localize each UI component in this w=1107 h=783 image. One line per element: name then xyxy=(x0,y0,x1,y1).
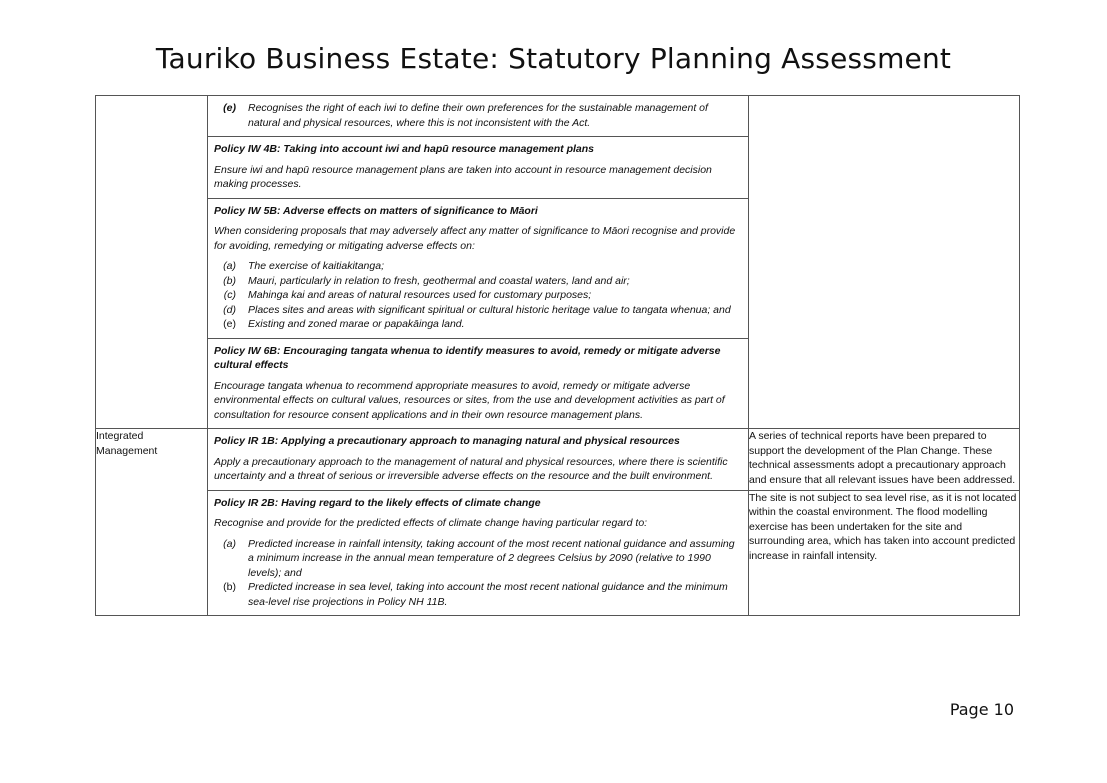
policy-cell xyxy=(208,96,749,137)
policy-heading: Policy IW 4B: Taking into account iwi and hapū resource management plans xyxy=(214,143,595,155)
policy-text: Encourage tangata whenua to recommend appropriate measures to avoid, remedy or mitigate adverse environmental effects on cultural values, resources or sites, from the use and development activities as part of consultation for resource consent applications and in their own resource management plans. xyxy=(214,379,725,421)
topic-cell xyxy=(96,96,208,429)
policy-text: Apply a precautionary approach to the management of natural and physical resources, where there is scientific uncertainty and a threat of serious or irreversible adverse effects on the resource and the built environment. xyxy=(214,455,728,482)
list-item-text: Places sites and areas with significant spiritual or cultural historic heritage value to tangata whenua; and xyxy=(248,303,731,316)
comment-cell xyxy=(749,490,1020,616)
list-marker: (e) xyxy=(223,102,236,114)
policy-heading: Policy IR 1B: Applying a precautionary approach to managing natural and physical resources xyxy=(214,435,680,447)
list-item-text: Predicted increase in rainfall intensity, taking account of the most recent national guidance and assuming a minimum increase in the annual mean temperature of 2 degrees Celsius by 2090 (relative to 1990 levels); and xyxy=(248,537,735,579)
page-title: Tauriko Business Estate: Statutory Planning Assessment xyxy=(155,42,952,75)
list-item xyxy=(214,288,742,303)
policy-text: Recognise and provide for the predicted effects of climate change having particular regard to: xyxy=(214,517,648,529)
list-marker: (e) xyxy=(223,318,236,330)
policy-list xyxy=(214,259,742,332)
policy-list xyxy=(214,537,742,610)
list-item xyxy=(214,259,742,274)
policy-cell xyxy=(208,198,749,338)
list-item xyxy=(214,317,742,332)
list-item-text: Mahinga kai and areas of natural resources used for customary purposes; xyxy=(248,289,592,301)
policy-heading: Policy IW 5B: Adverse effects on matters of significance to Māori xyxy=(214,204,538,217)
list-marker: (c) xyxy=(223,289,236,301)
list-item-text: Predicted increase in sea level, taking into account the most recent national guidance and the minimum sea-level rise projections in Policy NH 11B. xyxy=(248,581,728,608)
comment-cell xyxy=(749,429,1020,491)
topic-cell xyxy=(96,429,208,616)
comment-text: A series of technical reports have been prepared to support the development of the Plan Change. These technical assessments adopt a precautionary approach and ensure that all relevant issues have been addressed. xyxy=(749,430,1016,486)
table-row xyxy=(96,96,1020,137)
list-item xyxy=(214,101,742,130)
policy-text: Ensure iwi and hapū resource management plans are taken into account in resource management decision making processes. xyxy=(214,163,712,190)
list-item xyxy=(214,303,742,318)
list-item xyxy=(214,537,742,581)
list-marker: (a) xyxy=(223,537,236,550)
comment-cell xyxy=(749,96,1020,429)
assessment-table xyxy=(95,95,1020,616)
policy-heading: Policy IW 6B: Encouraging tangata whenua to identify measures to avoid, remedy or mitigate adverse cultural effects xyxy=(214,344,721,371)
list-marker: (b) xyxy=(223,274,236,287)
list-marker: (d) xyxy=(223,303,236,316)
table-row xyxy=(96,490,1020,616)
list-marker: (a) xyxy=(223,260,236,272)
policy-cell xyxy=(208,338,749,429)
policy-heading: Policy IR 2B: Having regard to the likely effects of climate change xyxy=(214,496,541,509)
list-item-text: Recognises the right of each iwi to define their own preferences for the sustainable management of natural and physical resources, where this is not inconsistent with the Act. xyxy=(248,102,708,129)
policy-cell xyxy=(208,429,749,491)
table-row xyxy=(96,429,1020,491)
topic-label: Integrated Management xyxy=(96,430,158,457)
policy-cell xyxy=(208,490,749,616)
list-item-text: Mauri, particularly in relation to fresh, geothermal and coastal waters, land and air; xyxy=(248,274,630,287)
page-number: Page 10 xyxy=(949,700,1014,719)
policy-cell xyxy=(208,137,749,199)
list-marker: (b) xyxy=(223,581,236,593)
comment-text: The site is not subject to sea level rise, as it is not located within the coastal environment. The flood modelling exercise has been undertaken for the site and surrounding area, which has taken into account predicted increase in rainfall intensity. xyxy=(749,491,1017,562)
list-item xyxy=(214,580,742,609)
list-item-text: The exercise of kaitiakitanga; xyxy=(248,260,384,272)
list-item xyxy=(214,274,742,289)
policy-text: When considering proposals that may adversely affect any matter of significance to Māori recognise and provide for avoiding, remedying or mitigating adverse effects on: xyxy=(214,225,736,252)
list-item-text: Existing and zoned marae or papakāinga land. xyxy=(248,318,465,330)
